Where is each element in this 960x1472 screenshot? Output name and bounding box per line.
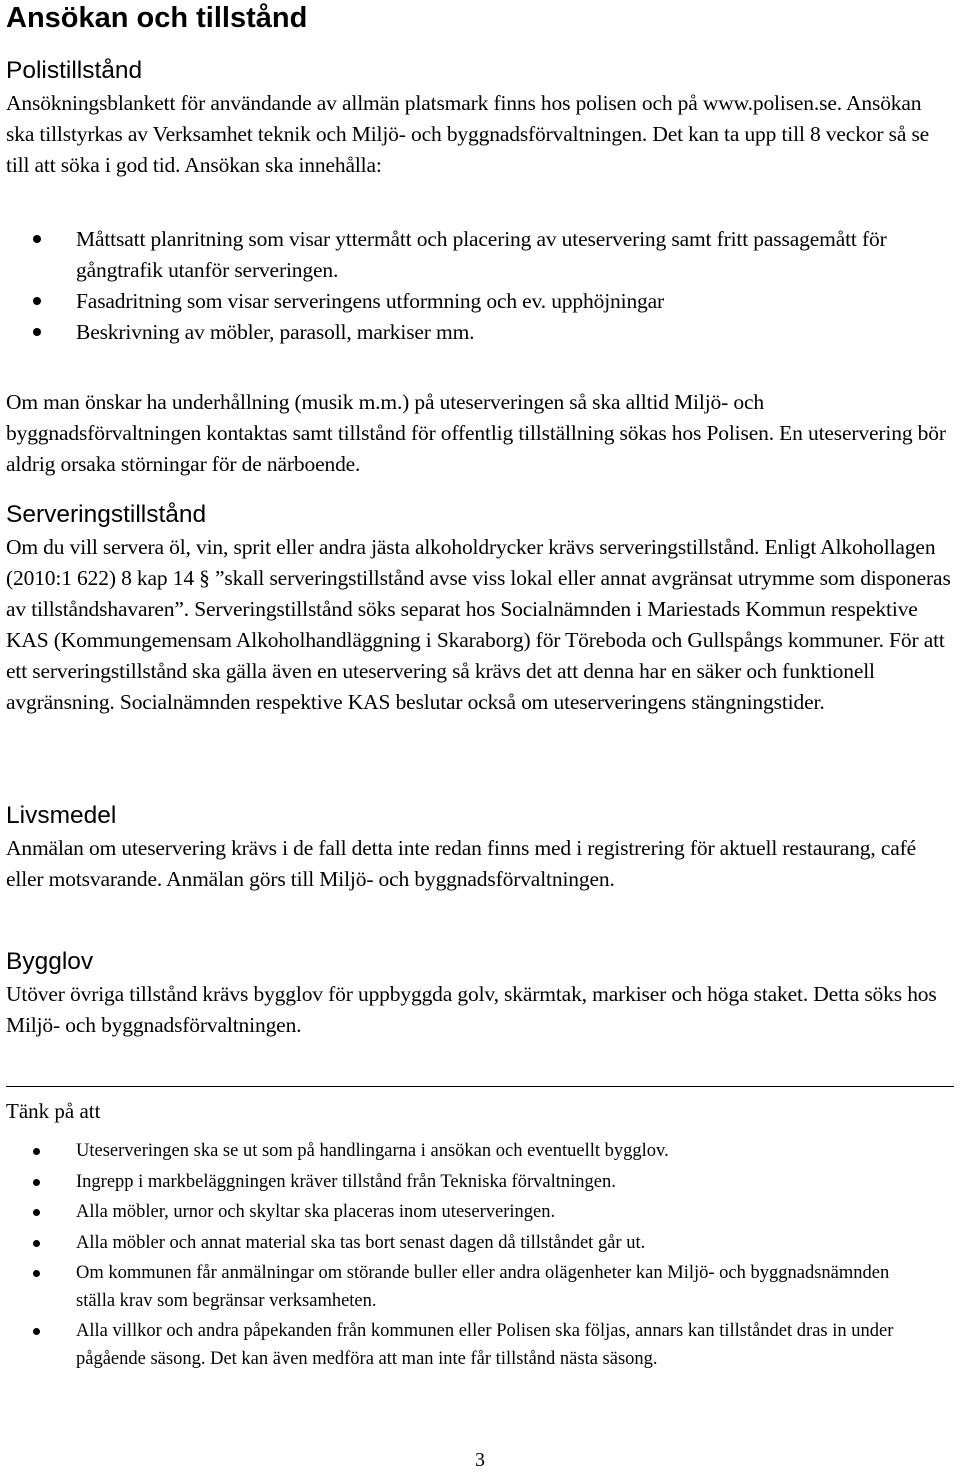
list-item-text: Alla möbler, urnor och skyltar ska placeras inom uteserveringen. bbox=[76, 1202, 556, 1222]
list-item bbox=[6, 286, 954, 317]
bullet-icon bbox=[33, 1328, 40, 1335]
bygglov-paragraph: Utöver övriga tillstånd krävs bygglov för uppbyggda golv, skärmtak, markiser och höga staket. Detta söks hos Miljö- och byggnadsförvaltningen. bbox=[6, 982, 937, 1037]
bullet-icon bbox=[33, 235, 41, 243]
bullet-icon bbox=[33, 1179, 40, 1186]
list-item bbox=[6, 224, 954, 286]
list-item-text: Beskrivning av möbler, parasoll, markiser mm. bbox=[76, 320, 475, 344]
tips-heading: Tänk på att bbox=[6, 1099, 101, 1123]
section-heading-polistillstand: Polistillstånd bbox=[6, 57, 143, 84]
list-item-text: Alla villkor och andra påpekanden från kommunen eller Polisen ska följas, annars kan tillståndet dras in under pågående säsong. Det kan även medföra att man inte får tillstånd nästa säsong. bbox=[76, 1321, 894, 1369]
bullet-icon bbox=[33, 1209, 40, 1216]
polistillstand-paragraph: Ansökningsblankett för användande av allmän platsmark finns hos polisen och på www.polisen.se. Ansökan ska tillstyrkas av Verksamhet teknik och Miljö- och byggnadsförvaltningen. Det kan ta upp till 8 veckor så se till att söka i god tid. Ansökan ska innehålla: bbox=[6, 91, 930, 177]
polistillstand-requirements-list bbox=[6, 224, 954, 348]
section-divider bbox=[6, 1086, 954, 1087]
bullet-icon bbox=[33, 1240, 40, 1247]
bullet-icon bbox=[33, 297, 41, 305]
list-item bbox=[6, 1138, 906, 1166]
list-item bbox=[6, 1199, 906, 1227]
list-item-text: Ingrepp i markbeläggningen kräver tillstånd från Tekniska förvaltningen. bbox=[76, 1171, 616, 1192]
section-heading-bygglov: Bygglov bbox=[6, 948, 94, 975]
list-item-text: Uteserveringen ska se ut som på handlingarna i ansökan och eventuellt bygglov. bbox=[76, 1141, 669, 1161]
bullet-icon bbox=[33, 328, 41, 336]
list-item-text: Alla möbler och annat material ska tas bort senast dagen då tillståndet går ut. bbox=[76, 1232, 646, 1253]
list-item bbox=[6, 1230, 906, 1258]
list-item-text: Måttsatt planritning som visar yttermått och placering av uteservering samt fritt passagemått för gångtrafik utanför serveringen. bbox=[76, 227, 887, 282]
serveringstillstand-paragraph: Om du vill servera öl, vin, sprit eller andra jästa alkoholdrycker krävs serveringstillstånd. Enligt Alkohollagen (2010:1 622) 8 kap 14 § ”skall serveringstillstånd avse viss lokal eller annat avgränsat utrymme som disponeras av tillståndshavaren”. Serveringstillstånd söks separat hos Socialnämnden i Mariestads Kommun respektive KAS (Kommungemensam Alkoholhandläggning i Skaraborg) för Töreboda och Gullspångs kommuner. För att ett serveringstillstånd ska gälla även en uteservering så krävs det att denna har en säker och funktionell avgränsning. Socialnämnden respektive KAS beslutar också om uteserveringens stängningstider. bbox=[6, 535, 951, 714]
list-item bbox=[6, 1318, 906, 1373]
list-item-text: Fasadritning som visar serveringens utformning och ev. upphöjningar bbox=[76, 289, 665, 313]
tips-list bbox=[6, 1138, 906, 1376]
list-item bbox=[6, 1260, 906, 1315]
bullet-icon bbox=[33, 1148, 40, 1155]
section-heading-serveringstillstand: Serveringstillstånd bbox=[6, 501, 207, 528]
section-heading-livsmedel: Livsmedel bbox=[6, 802, 117, 829]
livsmedel-paragraph: Anmälan om uteservering krävs i de fall detta inte redan finns med i registrering för aktuell restaurang, café eller motsvarande. Anmälan görs till Miljö- och byggnadsförvaltningen. bbox=[6, 836, 917, 891]
list-item-text: Om kommunen får anmälningar om störande buller eller andra olägenheter kan Miljö- och byggnadsnämnden ställa krav som begränsar verksamheten. bbox=[76, 1263, 890, 1311]
bullet-icon bbox=[33, 1270, 40, 1277]
page-title: Ansökan och tillstånd bbox=[6, 2, 308, 34]
page-number: 3 bbox=[475, 1449, 485, 1471]
entertainment-paragraph: Om man önskar ha underhållning (musik m.m.) på uteserveringen så ska alltid Miljö- och byggnadsförvaltningen kontaktas samt tillstånd för offentlig tillställning sökas hos Polisen. En uteservering bör aldrig orsaka störningar för de närboende. bbox=[6, 390, 946, 476]
list-item bbox=[6, 1169, 906, 1197]
list-item bbox=[6, 317, 954, 348]
